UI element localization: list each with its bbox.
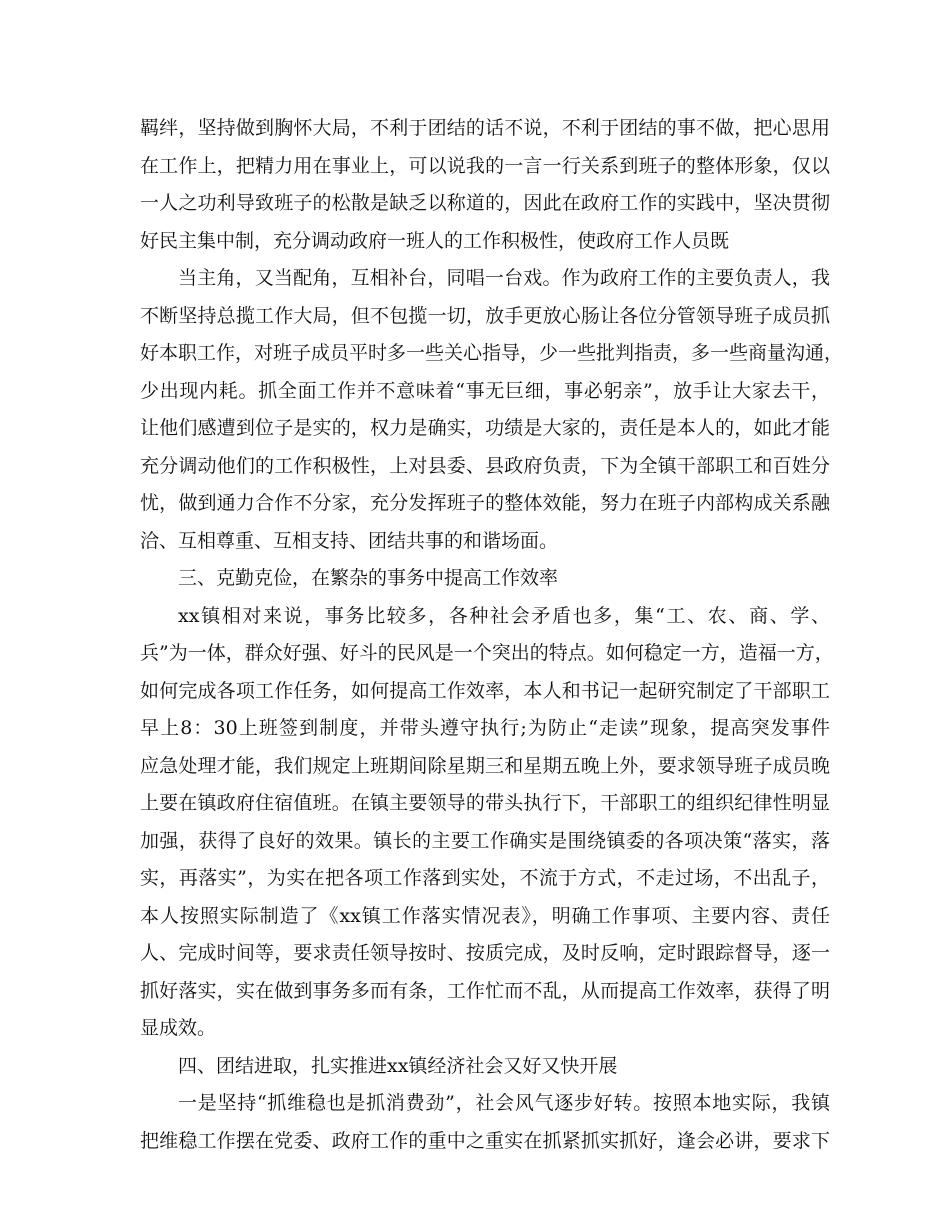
body-line: 忧，做到通力合作不分家，充分发挥班子的整体效能，努力在班子内部构成关系融: [140, 492, 830, 514]
body-line: 把维稳工作摆在党委、政府工作的重中之重实在抓紧抓实抓好，逢会必讲，要求下: [140, 1129, 830, 1152]
body-line: 好本职工作，对班子成员平时多一些关心指导，少一些批判指责，多一些商量沟通，: [140, 342, 844, 364]
document-body: [140, 110, 844, 1160]
body-line: 好民主集中制，充分调动政府一班人的工作积极性，使政府工作人员既: [140, 229, 730, 252]
body-line: 实，再落实”，为实在把各项工作落到实处，不流于方式，不走过场，不出乱子，: [140, 867, 830, 889]
section-heading: 四、团结进取，扎实推进xx镇经济社会又好又快开展: [178, 1054, 618, 1077]
body-line: 洽、互相尊重、互相支持、团结共事的和谐场面。: [140, 529, 559, 552]
section-heading: 三、克勤克俭，在繁杂的事务中提高工作效率: [178, 567, 559, 589]
body-line: 显成效。: [140, 1017, 217, 1039]
body-line: 不断坚持总揽工作大局，但不包揽一切，放手更放心肠让各位分管领导班子成员抓: [140, 304, 830, 327]
body-line: 本人按照实际制造了《xx镇工作落实情况表》，明确工作事项、主要内容、责任: [140, 904, 830, 927]
body-line: 在工作上，把精力用在事业上，可以说我的一言一行关系到班子的整体形象，仅以: [140, 154, 830, 177]
body-line: 如何完成各项工作任务，如何提高工作效率，本人和书记一起研究制定了干部职工: [140, 679, 830, 702]
body-line: 兵”为一体，群众好强、好斗的民风是一个突出的特点。如何稳定一方，造福一方，: [140, 642, 834, 664]
body-line: 一人之功利导致班子的松散是缺乏以称道的，因此在政府工作的实践中，坚决贯彻: [140, 192, 830, 214]
body-line: 上要在镇政府住宿值班。在镇主要领导的带头执行下，干部职工的组织纪律性明显: [140, 792, 830, 814]
paragraph-first-line: xx镇相对来说，事务比较多，各种社会矛盾也多，集“工、农、商、学、: [178, 604, 830, 627]
body-line: 抓好落实，实在做到事务多而有条，工作忙而不乱，从而提高工作效率，获得了明: [140, 979, 830, 1002]
body-line: 少出现内耗。抓全面工作并不意味着“事无巨细，事必躬亲”，放手让大家去干，: [140, 379, 830, 402]
body-line: 早上8：30上班签到制度，并带头遵守执行;为防止“走读”现象，提高突发事件: [140, 717, 830, 739]
body-line: 让他们感遭到位子是实的，权力是确实，功绩是大家的，责任是本人的，如此才能: [140, 417, 830, 439]
body-line: 应急处理才能，我们规定上班期间除星期三和星期五晚上外，要求领导班子成员晚: [140, 754, 830, 777]
body-line: 加强，获得了良好的效果。镇长的主要工作确实是围绕镇委的各项决策“落实，落: [140, 829, 830, 852]
paragraph-first-line: 当主角，又当配角，互相补台，同唱一台戏。作为政府工作的主要负责人，我: [178, 267, 830, 289]
paragraph-first-line: 一是坚持“抓维稳也是抓消费劲”，社会风气逐步好转。按照本地实际，我镇: [178, 1092, 830, 1114]
body-line: 充分调动他们的工作积极性，上对县委、县政府负责，下为全镇干部职工和百姓分: [140, 454, 830, 477]
body-line: 羁绊，坚持做到胸怀大局，不利于团结的话不说，不利于团结的事不做，把心思用: [140, 117, 830, 139]
body-line: 人、完成时间等，要求责任领导按时、按质完成，及时反响，定时跟踪督导，逐一: [140, 942, 830, 964]
